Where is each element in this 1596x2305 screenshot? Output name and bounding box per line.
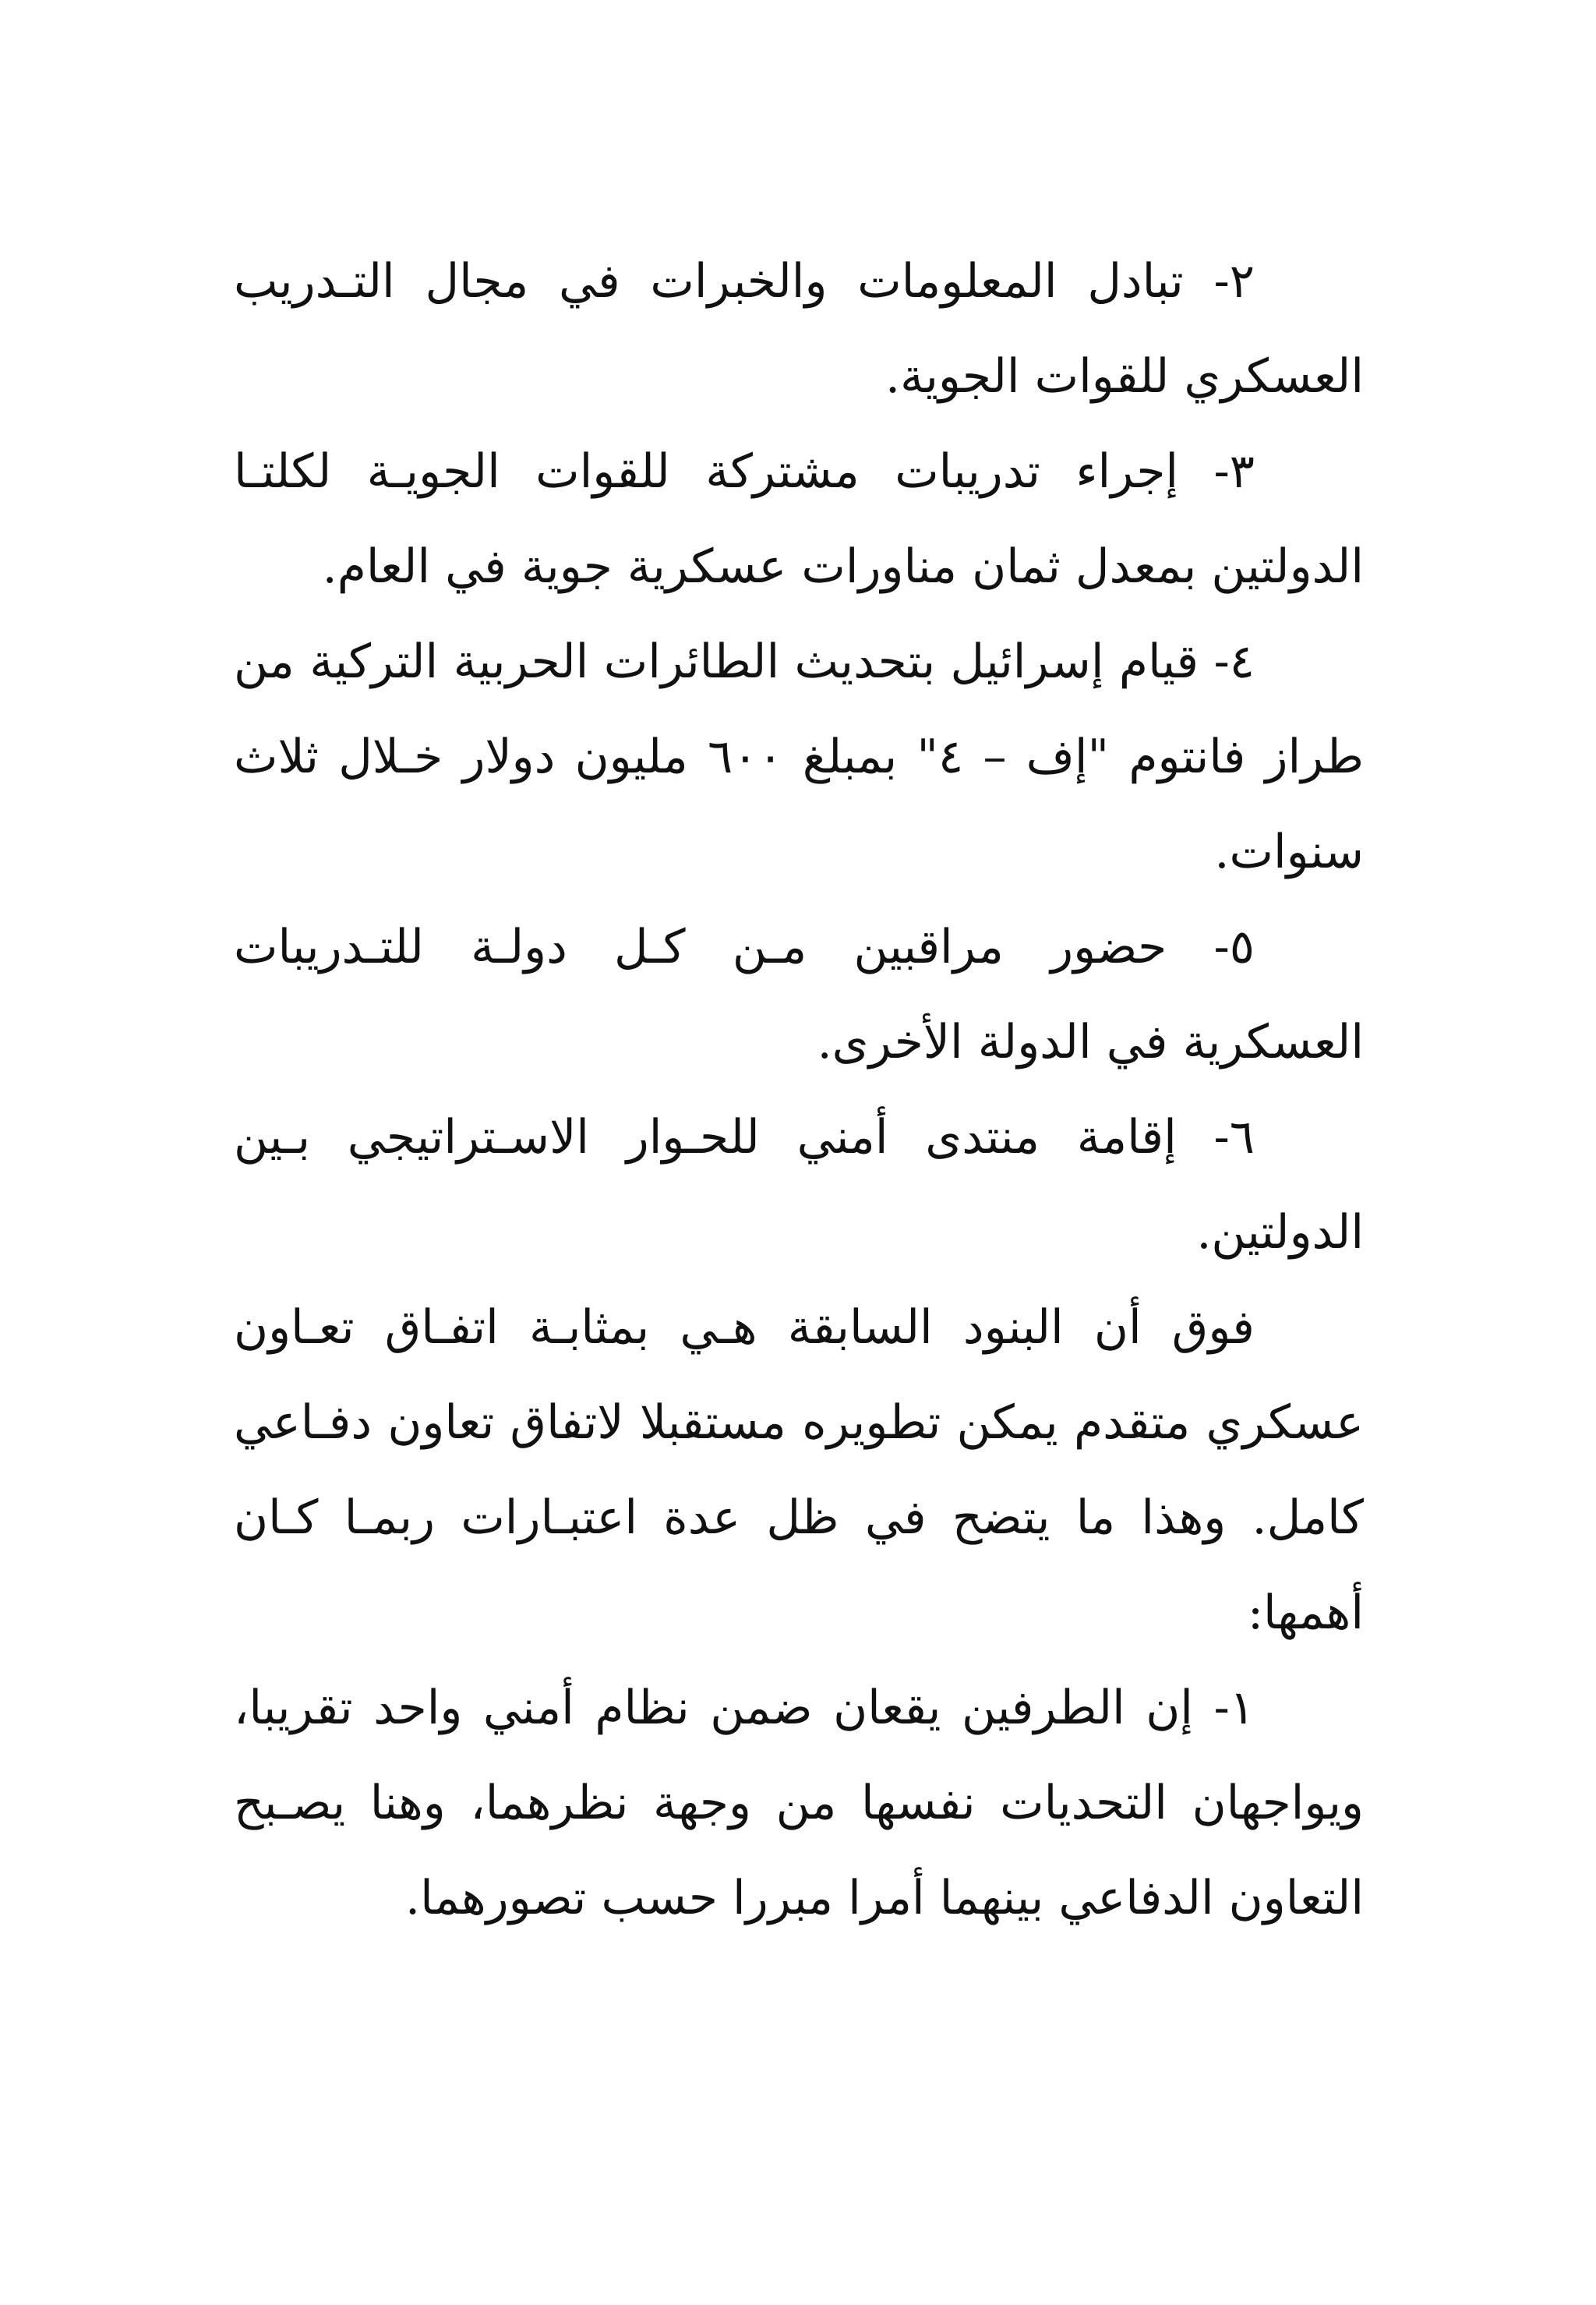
paragraph-item-5: ٥- حضور مراقبين مـن كـل دولـة للتـدريبات العسكرية في الدولة الأخرى. [234,920,1364,1069]
paragraph-item-2: ٢- تبادل المعلومات والخبرات في مجال التـدريب العسكري للقوات الجوية. [234,254,1364,404]
paragraph-item-6: ٦- إقامة منتدى أمني للحـوار الاسـتراتيجي بـين الدولتين. [234,1110,1364,1260]
paragraph-item-4: ٤- قيام إسرائيل بتحديث الطائرات الحربية التركية من طراز فانتوم "إف – ٤" بمبلغ ٦٠٠ مليون دولار خـلال ثلاث سنوات. [234,635,1364,879]
paragraph-consideration-1: ١- إن الطرفين يقعان ضمن نظام أمني واحد تقريبا، ويواجهان التحديات نفسها من وجهة نظرهما، وهنا يصـبح التعاون الدفاعي بينهما أمرا مبررا حسب تصورهما. [234,1681,1364,1925]
body-text [234,234,1364,1946]
paragraph-summary: فوق أن البنود السابقة هـي بمثابـة اتفـاق تعـاون عسكري متقدم يمكن تطويره مستقبلا لاتفاق تعاون دفـاعي كامل. وهذا ما يتضح في ظل عدة اعتبـارات ربمـا كـان أهمها: [234,1300,1364,1640]
paragraph-item-3: ٣- إجراء تدريبات مشتركة للقوات الجويـة لكلتـا الدولتين بمعدل ثمان مناورات عسكرية جوية في العام. [234,444,1364,594]
